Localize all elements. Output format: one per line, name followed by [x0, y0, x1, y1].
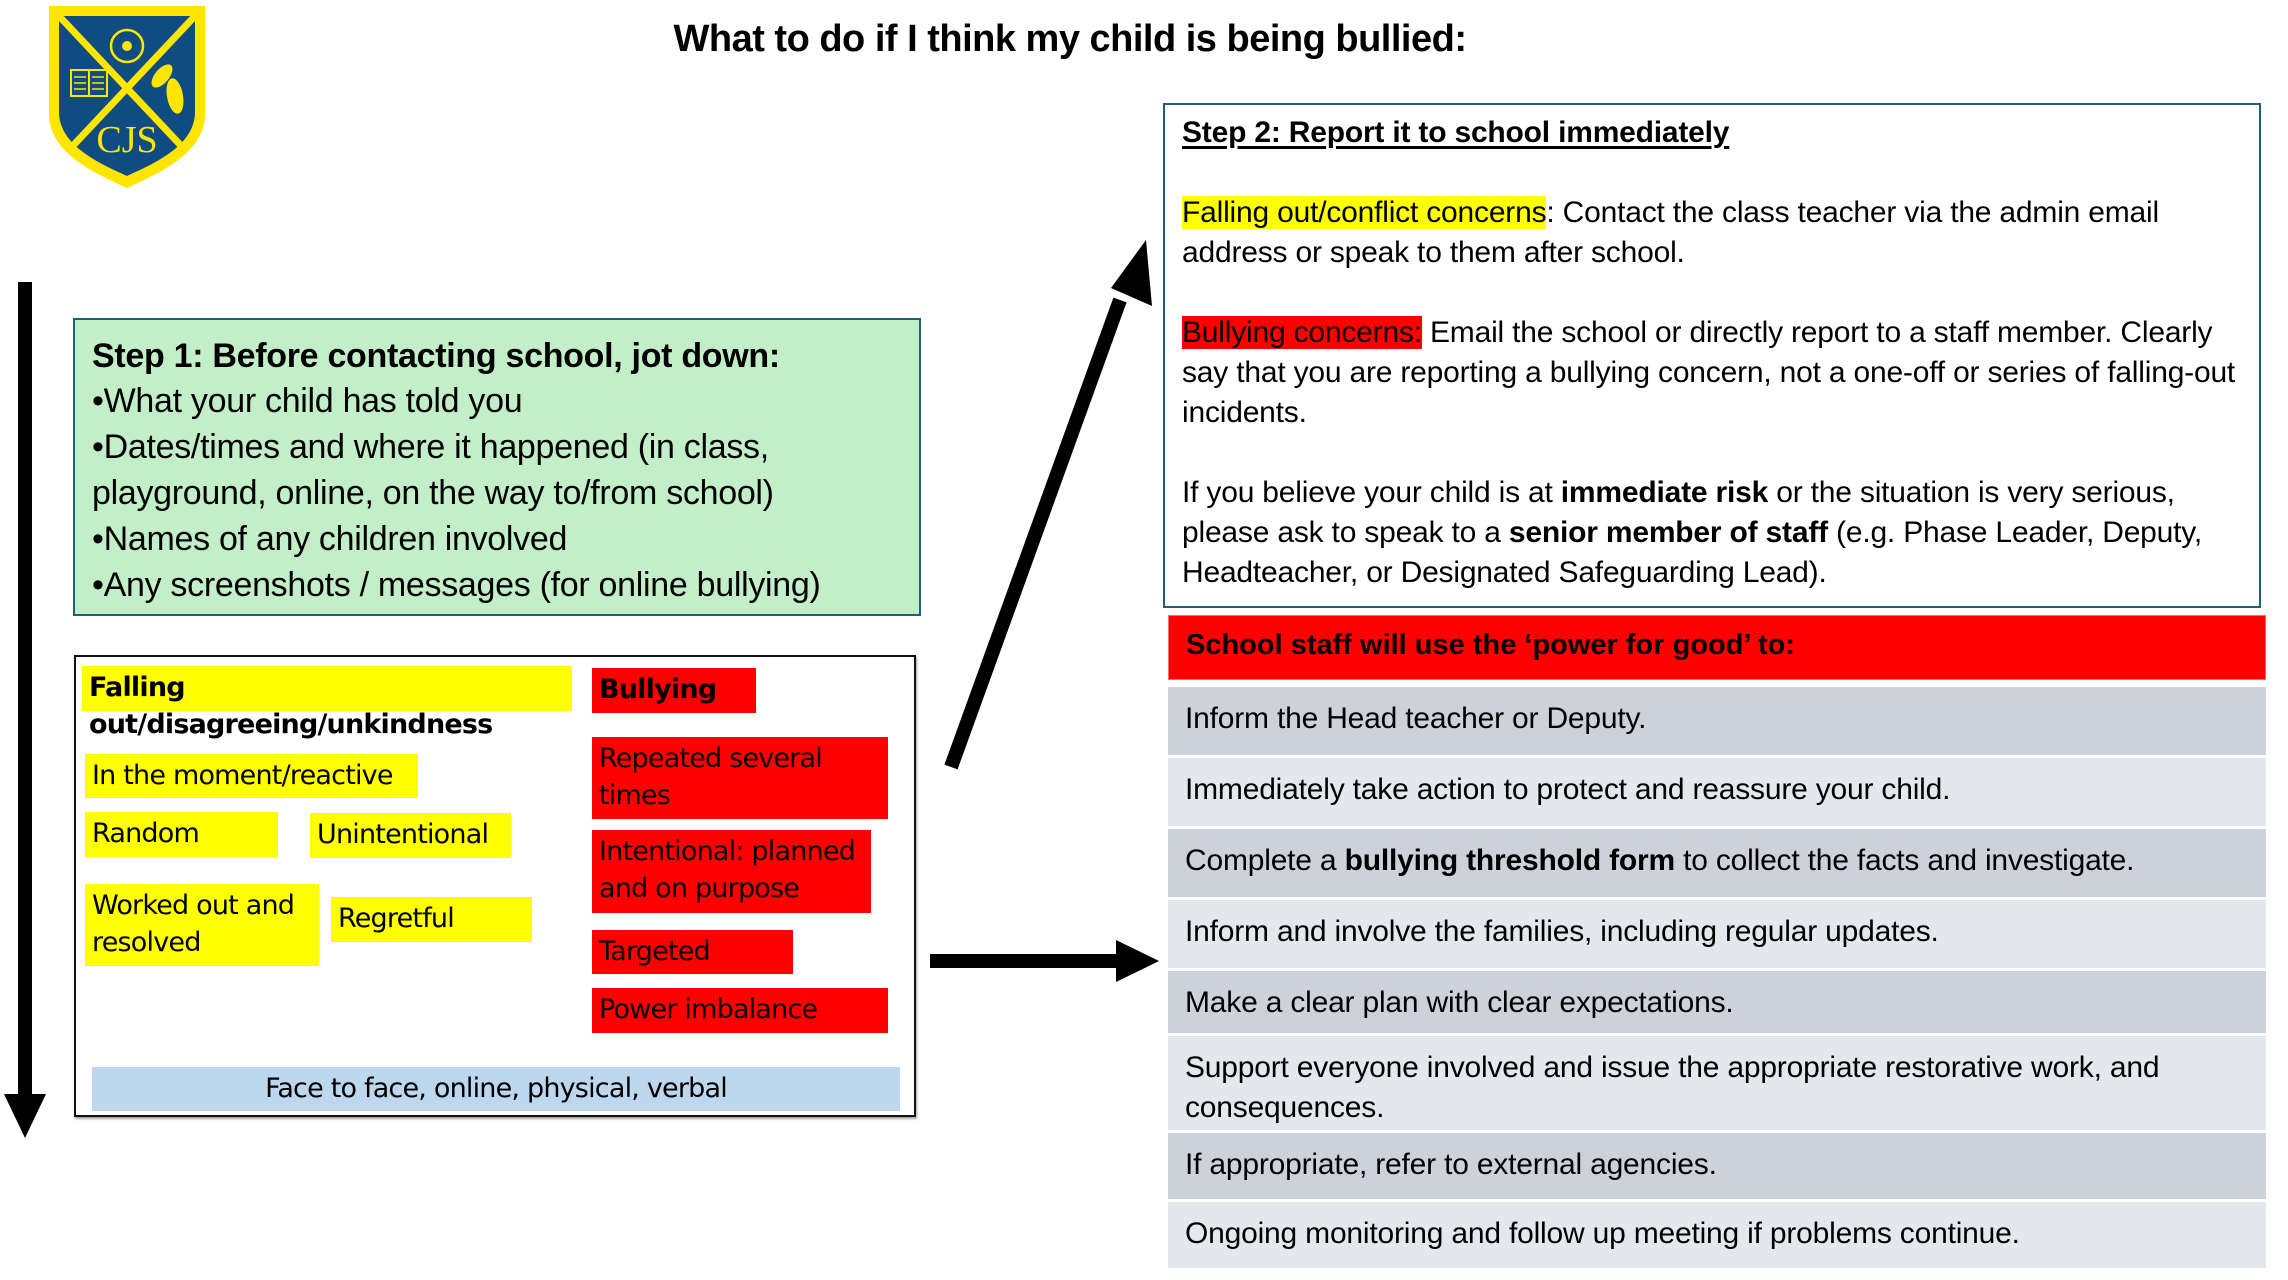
- action-row: Inform the Head teacher or Deputy.: [1168, 687, 2266, 755]
- comparison-box: [74, 655, 916, 1117]
- step2-heading: Step 2: Report it to school immediately: [1182, 116, 1730, 149]
- bullying-heading: Bullying: [592, 668, 756, 713]
- step1-item: •Dates/times and where it happened (in class,: [92, 428, 769, 466]
- falling-out-label: Falling out/conflict concerns: [1182, 196, 1547, 229]
- bullying-label: Bullying concerns:: [1182, 316, 1422, 349]
- action-row: Inform and involve the families, including regular updates.: [1168, 900, 2266, 968]
- falling-out-item: Regretful: [331, 897, 532, 942]
- bullying-item: Intentional: planned and on purpose: [592, 830, 871, 913]
- falling-out-guidance: Falling out/conflict concerns: Contact the class teacher via the admin email address or speak to them after school.: [1182, 196, 2159, 269]
- falling-out-item: Random: [85, 812, 278, 857]
- action-row: If appropriate, refer to external agencies.: [1168, 1133, 2266, 1199]
- staff-actions-table: [1168, 615, 2266, 1268]
- bullying-item: Targeted: [592, 930, 793, 974]
- right-arrow-icon: [930, 940, 1159, 982]
- falling-out-heading: Falling out/disagreeing/unkindness: [82, 666, 572, 711]
- action-row: Complete a bullying threshold form to collect the facts and investigate.: [1168, 829, 2266, 897]
- action-row: Immediately take action to protect and reassure your child.: [1168, 758, 2266, 826]
- falling-out-item: Unintentional: [310, 813, 511, 858]
- action-row: Support everyone involved and issue the appropriate restorative work, and consequences.: [1168, 1036, 2266, 1130]
- step1-item: •Names of any children involved: [92, 520, 568, 558]
- step1-item: playground, online, on the way to/from school): [92, 474, 774, 512]
- action-row: Ongoing monitoring and follow up meeting if problems continue.: [1168, 1202, 2266, 1268]
- down-arrow-icon: [4, 282, 46, 1138]
- step1-item: •Any screenshots / messages (for online bullying): [92, 566, 821, 604]
- step2-box: [1163, 103, 2261, 608]
- risk-guidance: If you believe your child is at immediate risk or the situation is very serious, please ask to speak to a senior member of staff (e.g. Phase Leader, Deputy, Headteacher, or Designated Safeguarding Lead).: [1182, 476, 2202, 589]
- falling-out-item: Worked out and resolved: [85, 884, 319, 966]
- bullying-item: Power imbalance: [592, 988, 888, 1033]
- falling-out-item: In the moment/reactive: [85, 754, 418, 798]
- step1-box: [73, 318, 921, 616]
- diagonal-up-arrow-icon: [951, 240, 1152, 767]
- bullying-modes-bar: Face to face, online, physical, verbal: [92, 1067, 900, 1111]
- step1-heading: Step 1: Before contacting school, jot down:: [92, 337, 780, 375]
- page-title: What to do if I think my child is being bullied:: [673, 18, 1467, 60]
- svg-text:CJS: CJS: [96, 119, 158, 161]
- actions-heading: School staff will use the ‘power for good’ to:: [1168, 615, 2266, 680]
- step1-item: •What your child has told you: [92, 382, 523, 420]
- action-row: Make a clear plan with clear expectations.: [1168, 971, 2266, 1033]
- bullying-item: Repeated several times: [592, 737, 888, 819]
- bullying-guidance: Bullying concerns: Email the school or directly report to a staff member. Clearly say that you are reporting a bullying concern, not a one-off or series of falling-out incidents.: [1182, 316, 2236, 429]
